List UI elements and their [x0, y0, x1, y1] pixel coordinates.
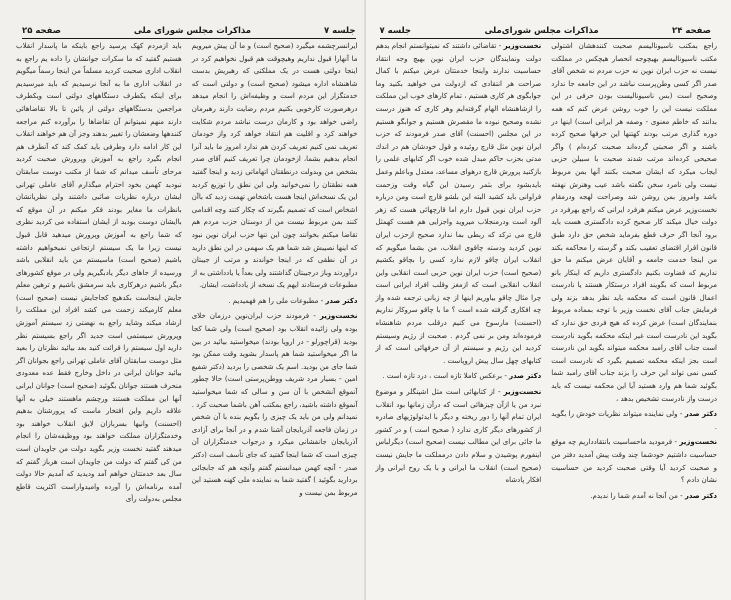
paragraph: راجع بمکتب ناسیونالیسم صحبت کنندهشان اشتولی مکتب ناسیونالیسم بهیچوجه انحصار هیچکس در مملکت نیست نه حزب ایران نوین نه حزب مردم نه شخص آقای صدر اگر کسی وطن‌پرست نباشد در این جامعه جا ندارد وصحیح است (بس ناسیونالیست بودن حرفی در این مملکت نیست این را خوب روشن عرض کنم که همه بدانند که خاطم معنوی - وصفه هر ایرانی است) اینها در دوره گذاری مرتب بودند کهتنها این حرفها صحیح کرده باشند و اگر صحبتی گرده‌اند صحبت کرده‌ام ) واگر صحیحی کرده‌اند مرتب شدند صحبت با سبیلن حزبی ایجاب میکرد که ایشان صحبت بکنند آنها بمن مربوط نیست ولی نامرد سخن نگفته باشد عیب وهنرش نهفته باشد وامروز بمن روشن شد وصراحت لهجه ودرمقام نخست‌وزیر عرض میکنم هرفرد ایرانی که راجع بهرفرد در دولت خیال میکند کار صحیح کرده دادگستری هست باید برود آنجا اگر حرف قطع بفرماید شخص حق دارد طبق قانون اقرار اقتضای تعقیب بکند و گرسته را محاکمه بکند من اینجا خدمت جامعه و آقایان عرض میکنم ما حق نداریم که قضاوت بکنیم دادگستری داریم که اینکار بانو مربوط است که بگویند افراد درستکار هستند یا نادرست اعمال قانون است که محکمه باید نظر بدهد بزند ولی فرمایش جناب آقای نخست وزیر با توجه بمماده مربوط بنمایندگان است) عرض کرده که هیچ فردی حق ندارد که بگوید این نادرست است غیر اینکه محکمه بگوید نادرست است جناب آقای رامبد محکمه میتواند بگوید این نادرست است بجز اینکه محکمه تصمیم بگیرد که نادرست است کسی نمی تواند این حرف را بزند جناب آقای رامبد شما بگوئید شما هم وارد هستید آیا این محکمه نیست که باید درست واز نادرست تشخیص بدهد ، [551, 42, 717, 403]
paragraph: نخست‌وزیر - فرمودید ماحساسیت بانتقادداریم چه موقع حساسیت داشتیم خودشما چند وقت پیش آمدید دفتر من و صحبت کردید آیا وقتی صحبت کردید من حساسیت نشان دادم ؟ [551, 438, 717, 485]
session-label: جلسه ۷ [323, 26, 356, 36]
paragraph: نخست‌وزیر - فرمودند حزب ایران‌نوین درزمان خلای بوده ولی زائیده انقلاب بود (صحیح است) ولی شما کجا بودید (قراچورلو - در اروپا بودند) میخواستید بیائید در بین ما اگر میخواستید شما هم پاسدار بشوید وقت ممکن بود شما جای من بودید. اسم یک شخصی را بردید (دکتر شفیع امین - بسیار مرد شریف ووطن‌پرستی است) حالا چطور آنموقع آنشخص با آن سن و سالی که شما میخواستید آنموقع داشته باشید، راجع بمکتب آهن باشما صحبت کرد . نمیدانم ولی من باید یک چیزی را بگویم بنده با آن شخص در زمان فاجعه آذربایجان آشنا شدم و در آنجا برای آزادی آذربایجان جانفشانی میکرد و درجواب خدمتگزاران آن چیزی است که شما اینجا گفتید که جای تأسف است (دکتر صدر - آنچه کهمن میدانستم گفتم وآنچه هم که جابجائی بردارید بگوئید ) گفتید شما به نماینده ملی کهنه هستید این مربوط بمن نیست و [191, 312, 358, 497]
text-column-left [376, 40, 542, 570]
text-column-right [192, 40, 358, 570]
speaker-name: دکتر صدر [684, 491, 717, 500]
header-rule [380, 38, 712, 40]
header-rule [22, 38, 356, 40]
session-label: جلسه ۷ [379, 26, 412, 36]
text-column-left [16, 40, 182, 570]
speaker-name: نخست‌وزیر [503, 42, 542, 50]
paragraph: دکتر صدر - مطبوعات ملی را هم فهمیدیم . [228, 296, 358, 305]
paragraph: دکتر صدر - ولی نماینده میتواند نظریات خودش را بگوید . [551, 410, 717, 431]
paragraph: دکتر صدر - من آنجا نه آمدم شما را ندیدم. [590, 491, 717, 500]
left-page-columns [16, 40, 358, 570]
speaker-name: دکتر صدر [684, 410, 717, 419]
paragraph: ایرانسرچشمه میگیرد (صحیح است) و ما آن پیش میرویم ما آنهارا قبول نداریم وهیچوقت هم قبول نخواهیم کرد در اینجا دولتی هست در یک مملکتی که رهبریش بدست شاهنشاه اداره میشود (صحیح است) و دولتی است که خدمتگزار این مردم است و وظیفه‌اش را انجام میدهد درهرصورت کارخوبی بکنیم مردم رضایت دارند رهبرمان راضی خواهد بود و کارمان درست نباشد مردم شکایت خواهند کرد و اقلیت هم انتقاد خواهد کرد واز خودمان تعریف نمی کنیم تعریف کردن هم ندارد امروز ما باید آنرا انجام بدهیم بشما، ازخودمان چرا تعریف کنیم آقای صدر بشخص من وبدولت درنطقتان اتهاماتی زدید و اینجا گفتید همه نطقتان را نمی‌خوانید ولی این نطق را توزیع کردید این یک نسخه‌اش اینجا هست باشخاص تهمت زدید که باآن اشخاص است که تصمیم بگیرند که چکار کنند وچه اقدامی کنند بمن مربوط نیست من از دوستان حزب مردم هم تقاضا میکنم بخوانند چون این تنها حزب ایران نوین نبود که اینها نصیبش شد شما هم یک سهمی در این نطق دارید در آن نطقی که در اینجا خواندند و مرتب از جیبتان درآوردند وباز درجیبتان گذاشتند ولی بعداً یا یادداشتی به از مطبوعات فرستادند ایهم یک نسخه از یادداشت، ایشان. [191, 42, 358, 290]
speaker-name: دکتر صدر [325, 296, 358, 305]
paragraph: باید ازمردم کهک پرسید راجع باینکه ما پاسدار انقلاب هستیم گفتید که ما سکرات جوانشان را داده یم راجع به انقلاب اداری صحبت کردید مسلماً من اینجا رسماً میگویم در انقلاب اداری ما به آنجا نرسیدیم که باید میرسیدیم برای اینکه یکطرف دستگاههای دولتی است ویکطرف مراجعین بدستگاههای دولتی از پائین تا بالا تقاضاهائی دارند منهم نمیتوانم آن تقاضاها را برآورده کنم مراجعه کنندهها وضعشان را تغییر بدهند وجز آن هم خواهند انقلاب این کار ادامه دارد وطرفی باید کمک کند که آنطرف هم انجام بگیرد راجع به آموزش وپرورش صحبت کردید مرحای تأسف میدانم که شما از مکتب دوست سابقتان نبودید کهمن بخود احترام میگذارم آقای عاملی تهرانی ایشان درباره نظریات صائبی داشتند ولی نظریاتشان بانظرات ما مغایر بودند فکر میکنم در آن موقع که باایشان دوست بودید از ایشان استفاده می کردید نظری که شما راجع به آموزش وپرورش میدهید قابل قبول نیست زیرا ما یک سیستم ارتجاعی نمیخواهیم داشته باشیم (صحیح است) ماسیستم من باید انقلابی باشد ورسیده از جاهای دیگر یادبگیریم ولی در موقع کشورهای دیگر باشیم درهرکاری باید سرمشق باشیم و ترهین معلم جایش اینجاست بکدهیچ کجاجایش نیست (صحیح است) معلم کارمیکند زحمت می کشد افراد این مملکت را ارشاد میکند وشاید راجع به نهضتی زد سیستم آموزش وپرورش سیستمی است جدید اگر راجع بسیستم نظر دارید اول سیستم را قرائت کنید بعد بیائید نظرتان را بعید مثل دوست سابقتان آقای عاملی تهرانی راجع بجوانان اگر بیائید جوانان ایرانی در داخل وخارج فقط عده معدودی منحرف هستند جوانان بگوئید (صحیح است) جوانان ایرانی آنها این مملکت هستند ورچشم ماهستند خیلی به آنها علاقه داریم واین افتخار ماست که پرورشتان بدهیم (احسنت) وانیها بسربازان لایق انقلاب خواهند بود وخدمتگزاران مملکت خواهند بود ووظیفه‌شان را انجام میدهند گفتید نخست وزیر بگوید دولت من جاویدان است من کی گفتم که دولت من جاویدان است هرباز گفتم که سال بعد خدمتتان خواهم آمد ودیدید که آمدیم حالا دولت آمده برنامه‌اش را آورده وامیدواراست اکثریت قاطع مجلس به‌دولت رأی [16, 42, 182, 504]
paragraph: دکتر صدر - برعکس کاملا تازه است ، درد تازه است . [382, 372, 542, 381]
right-page-columns [376, 40, 718, 570]
speaker-name: دکتر صدر [509, 372, 542, 381]
right-page-header [380, 22, 712, 36]
page-number: صفحه ۲۵ [22, 26, 61, 36]
page-number: صفحه ۲۴ [672, 26, 711, 36]
speaker-name: نخست‌وزیر [679, 438, 717, 447]
right-page [366, 0, 731, 600]
left-page-header [22, 22, 356, 36]
speaker-name: نخست‌وزیر [503, 388, 542, 397]
page-title: مذاکرات مجلس شورای‌ملی [484, 26, 599, 36]
paragraph: نخست‌وزیر - از کتابهائی است مثل اشپنگلر و موضوع نبرد من یا ازآن چیزهائی است که درآن زمانها بود انقلاب ایران تمام آنها را دور ریخته و دیگر با ایدئولوژیهای صادره از کشورهای دیگر کاری ندارد ( صحیح است ) و در کشور ما جائی برای این مطالب نیست (صحیح است) دیگرلباس اینفورم پوشیدن و سلام دادن درمملکت ما جایش نیست (صحیح است) انقلاب ما ایرانی و با یک روح ایرانی واز افکار پادشاه [375, 388, 542, 485]
paragraph: نخست‌وزیر - تقاضائی داشتند که نمیتوانستم انجام بدهم دولت ونمایندگان حزب ایران نوین بهیچ وجه انتقاد حساسیت ندارند واینجا خدمتتان عرض میکنم با کمال صراحت هر انتقادی که ازدولت می خواهید بکنید وما جوابگوی هر کاری هستیم ، تمام کارهای خوب این مملکت را ازشاهنشاه الهام گرفته‌ایم وهر کاری که هنوز درست نشده وصحیح نبوده ما مقصرش هستیم و جوابگو هستیم در این مجلس (احسنت) آقای صدر فرمودند که حزب ایران نوین مثل قارچ روئیده و قول خودشان هم در اندك مدتی بحزب حاکم مبدل شده خوب اگر کتابهای علمی را بازکنید پرورش قارچ درهوای مساعد، معتدل وباعلم وعمل بایدبشود برای بثمر رسیدن این گیاه وقت وزحمت فراوانی باید کشید البته این بلشو قارچ است ومن درباره حزب ایران نوین قبول دارم اما قارچهائی هست که زهر آلود است ودرمنجلاب میروید واجزایی هم هست کهمثل قارچ می ترکد که ربطی بما ندارد صحیح ازحزب ایران نوین کردید ودسته چاقوی انقلاب، من بشما میگویم که انقلاب ایران چاقو لازم ندارد کسی را بچاقو بکشیم (صحیح است) حزب ایران نوین حزبی است انقلابی واین انقلاب انقلابی است که ازمغز وقلب افراد ایرانی است چرا مثال چاقو بیاوریم اینها از چه زبانی ترجمه شده واز چه افکاری گرفته شده است ؟ ما با چاقو سروکار نداریم (احسنت) مارسوخ می کنیم درقلب مردم شاهنشاه فرموده‌اند ومن بر نمی گردم . صحبت از رژیم وسیستم کردید این رژیم و سیستم از آن حرفهائی است که از کتابهای چهل سال پیش اروپاست . [375, 42, 542, 365]
speaker-name: نخست‌وزیر [319, 312, 358, 321]
page-title: مذاکرات مجلس شورای ملی [133, 26, 252, 36]
text-column-right [551, 40, 717, 570]
